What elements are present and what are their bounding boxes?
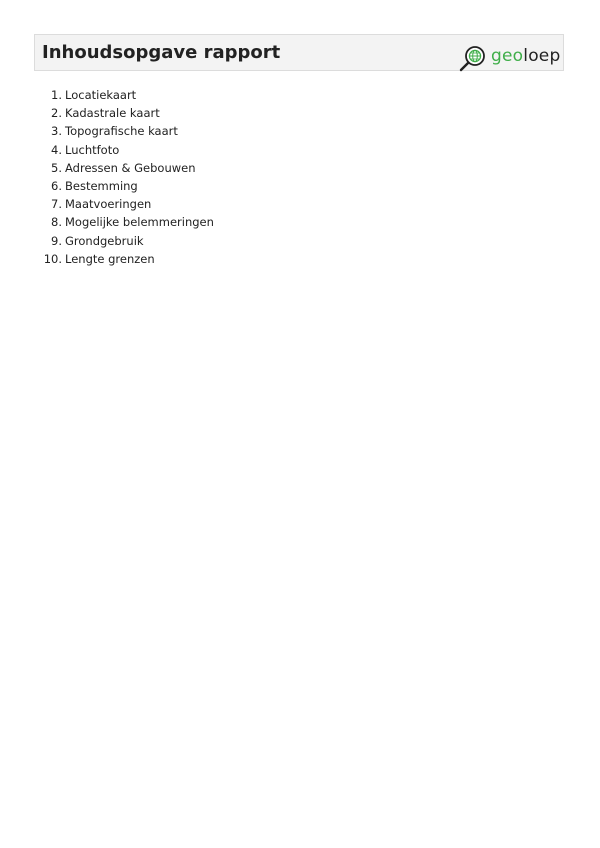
toc-item-number: 6. bbox=[51, 178, 62, 193]
toc-item-label: Maatvoeringen bbox=[65, 197, 152, 212]
logo-wordmark-geo: geo bbox=[491, 46, 524, 66]
toc-item-label: Topografische kaart bbox=[65, 124, 178, 139]
toc-item-number: 9. bbox=[51, 233, 62, 248]
report-header bbox=[34, 34, 564, 71]
page-title: Inhoudsopgave rapport bbox=[42, 42, 281, 63]
toc-item-label: Adressen & Gebouwen bbox=[65, 160, 196, 175]
logo-wordmark bbox=[491, 46, 560, 66]
toc-item-number: 7. bbox=[51, 197, 62, 212]
magnifier-globe-icon bbox=[459, 44, 487, 72]
toc-item-label: Lengte grenzen bbox=[65, 251, 155, 266]
toc-item-label: Grondgebruik bbox=[65, 233, 144, 248]
toc-item-label: Mogelijke belemmeringen bbox=[65, 215, 214, 230]
toc-item-label: Luchtfoto bbox=[65, 142, 120, 157]
toc-item-number: 10. bbox=[43, 251, 62, 266]
toc-item-maatvoeringen[interactable] bbox=[38, 195, 214, 213]
toc-item-number: 4. bbox=[51, 142, 62, 157]
toc-item-topografische-kaart[interactable] bbox=[38, 122, 214, 140]
logo-wordmark-loep: loep bbox=[523, 46, 561, 66]
toc-item-number: 8. bbox=[51, 215, 62, 230]
toc-item-bestemming[interactable] bbox=[38, 177, 214, 195]
geoloep-logo bbox=[459, 44, 559, 74]
toc-item-locatiekaart[interactable] bbox=[38, 86, 214, 104]
toc-item-mogelijke-belemmeringen[interactable] bbox=[38, 213, 214, 231]
toc-item-grondgebruik[interactable] bbox=[38, 232, 214, 250]
toc-item-label: Bestemming bbox=[65, 178, 138, 193]
toc-item-number: 1. bbox=[51, 88, 62, 102]
toc-item-label: Locatiekaart bbox=[65, 88, 137, 102]
toc-item-adressen-gebouwen[interactable] bbox=[38, 159, 214, 177]
toc-item-label: Kadastrale kaart bbox=[65, 106, 160, 121]
toc-item-number: 5. bbox=[51, 160, 62, 175]
toc-item-kadastrale-kaart[interactable] bbox=[38, 104, 214, 122]
toc-item-number: 2. bbox=[51, 106, 62, 121]
toc-item-luchtfoto[interactable] bbox=[38, 141, 214, 159]
table-of-contents bbox=[38, 86, 214, 268]
toc-item-lengte-grenzen[interactable] bbox=[38, 250, 214, 268]
toc-item-number: 3. bbox=[51, 124, 62, 139]
